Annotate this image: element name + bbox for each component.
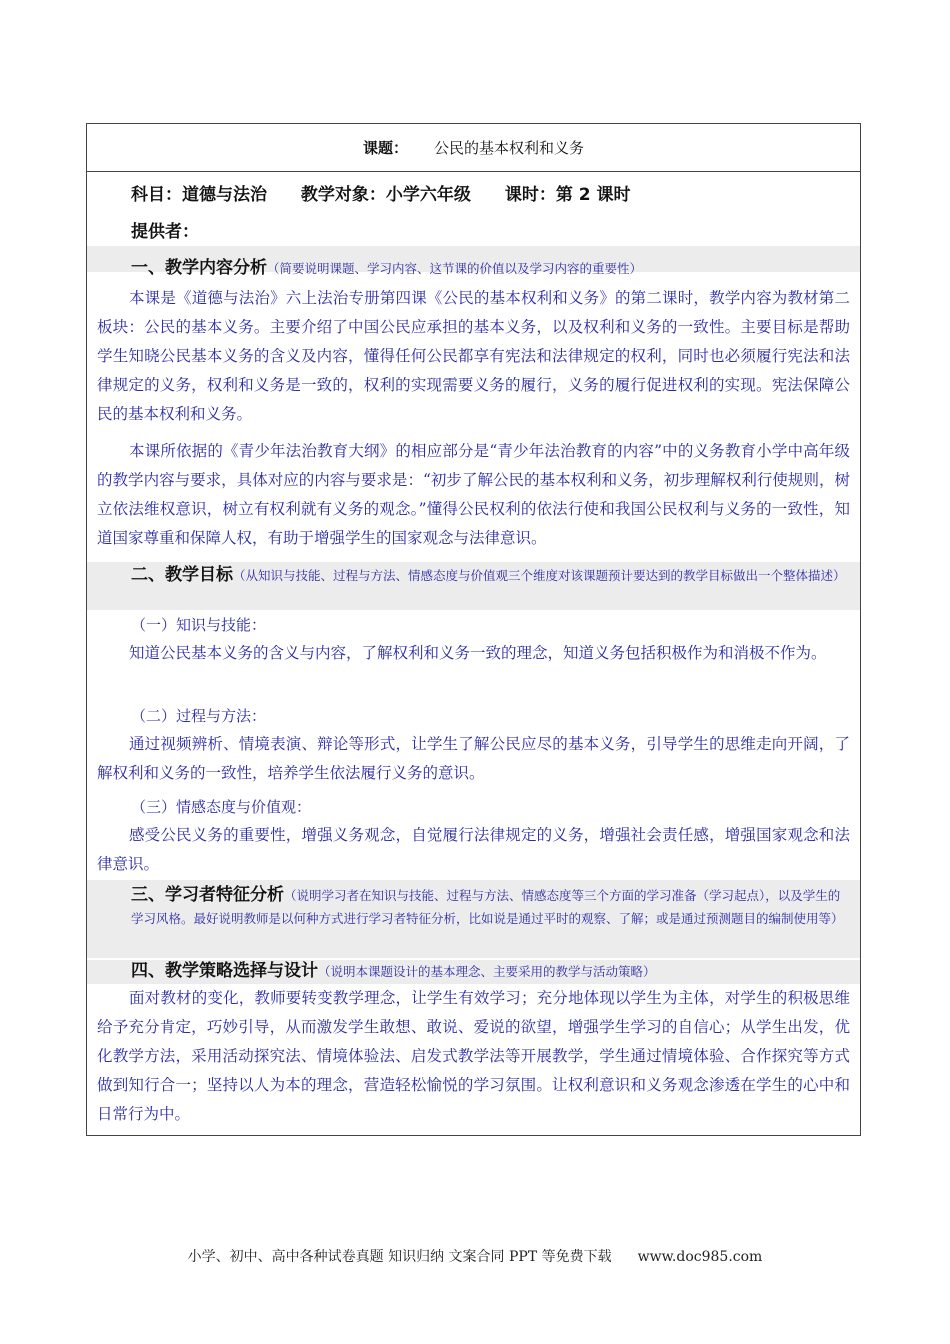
title-label: 课题： [362, 139, 408, 157]
goal-method-text: 通过视频辨析、情境表演、辩论等形式，让学生了解公民应尽的基本义务，引导学生的思维走向开阔，了解权利和义务的一致性，培养学生依法履行义务的意识。 [97, 735, 850, 782]
section-title: 四、教学策略选择与设计 [131, 961, 318, 981]
title-text: 公民的基本权利和义务 [434, 139, 585, 157]
section-heading-learners [131, 884, 850, 930]
section-note: （说明学习者在知识与技能、过程与方法、情感态度等三个方面的学习准备（学习起点），以及学生的学习风格。最好说明教师是以何种方式进行学习者特征分析，比如说是通过平时的观察、了解；或是通过预测题目的编制使用等） [131, 888, 844, 926]
meta-audience: 教学对象：小学六年级 [300, 185, 471, 205]
content-paragraph-2: 本课所依据的《青少年法治教育大纲》的相应部分是“青少年法治教育的内容”中的义务教育小学中高年级的教学内容与要求，具体对应的内容与要求是：“初步了解公民的基本权利和义务，初步理解权利行使规则，树立依法维权意识，树立有权利就有义务的观念。”懂得公民权利的依法行使和我国公民权利与义务的一致性，知道国家尊重和保障人权，有助于增强学生的国家观念与法律意识。 [97, 442, 850, 547]
strategy-paragraph: 面对教材的变化，教师要转变教学理念，让学生有效学习；充分地体现以学生为主体，对学生的积极思维给予充分肯定，巧妙引导，从而激发学生敢想、敢说、爱说的欲望，增强学生学习的自信心；从学生出发，优化教学方法，采用活动探究法、情境体验法、启发式教学法等开展教学，学生通过情境体验、合作探究等方式做到知行合一；坚持以人为本的理念，营造轻松愉悦的学习氛围。让权利意识和义务观念渗透在学生的心中和日常行为中。 [97, 989, 850, 1123]
meta-provider: 提供者： [131, 222, 199, 242]
footer-text: 小学、初中、高中各种试卷真题 知识归纳 文案合同 PPT 等免费下载 [187, 1249, 612, 1265]
goal-knowledge-text: 知道公民基本义务的含义与内容，了解权利和义务一致的理念，知道义务包括积极作为和消极不作为。 [129, 644, 827, 662]
footer-url[interactable]: www.doc985.com [637, 1249, 763, 1265]
section-heading-strategy [131, 960, 850, 983]
section-note: （从知识与技能、过程与方法、情感态度与价值观三个维度对该课题预计要达到的教学目标做出一个整体描述） [233, 568, 846, 583]
section-title: 三、学习者特征分析 [131, 885, 284, 905]
section-note: （简要说明课题、学习内容、这节课的价值以及学习内容的重要性） [267, 261, 643, 276]
lesson-plan-table [86, 123, 861, 1136]
meta-subject: 科目：道德与法治 [131, 185, 267, 205]
page-footer [0, 1246, 950, 1266]
section-note: （说明本课题设计的基本理念、主要采用的教学与活动策略） [318, 964, 656, 979]
content-paragraph-1: 本课是《道德与法治》六上法治专册第四课《公民的基本权利和义务》的第二课时，教学内容为教材第二板块：公民的基本义务。主要介绍了中国公民应承担的基本义务，以及权利和义务的一致性。主要目标是帮助学生知晓公民基本义务的含义及内容，懂得任何公民都享有宪法和法律规定的权利，同时也必须履行宪法和法律规定的义务，权利和义务是一致的，权利的实现需要义务的履行，义务的履行促进权利的实现。宪法保障公民的基本权利和义务。 [97, 289, 850, 423]
meta-period: 课时：第 2 课时 [504, 185, 631, 205]
goal-knowledge-title: （一）知识与技能： [131, 616, 267, 634]
meta-row [131, 180, 659, 205]
title-row [87, 124, 860, 172]
goal-emotion-title: （三）情感态度与价值观： [131, 798, 312, 816]
section-title: 一、教学内容分析 [131, 258, 267, 278]
goal-method-title: （二）过程与方法： [131, 707, 267, 725]
section-heading-content [131, 257, 850, 280]
goal-emotion-text: 感受公民义务的重要性，增强义务观念，自觉履行法律规定的义务，增强社会责任感，增强国家观念和法律意识。 [97, 826, 850, 873]
section-heading-goals [131, 564, 850, 587]
section-title: 二、教学目标 [131, 565, 233, 585]
